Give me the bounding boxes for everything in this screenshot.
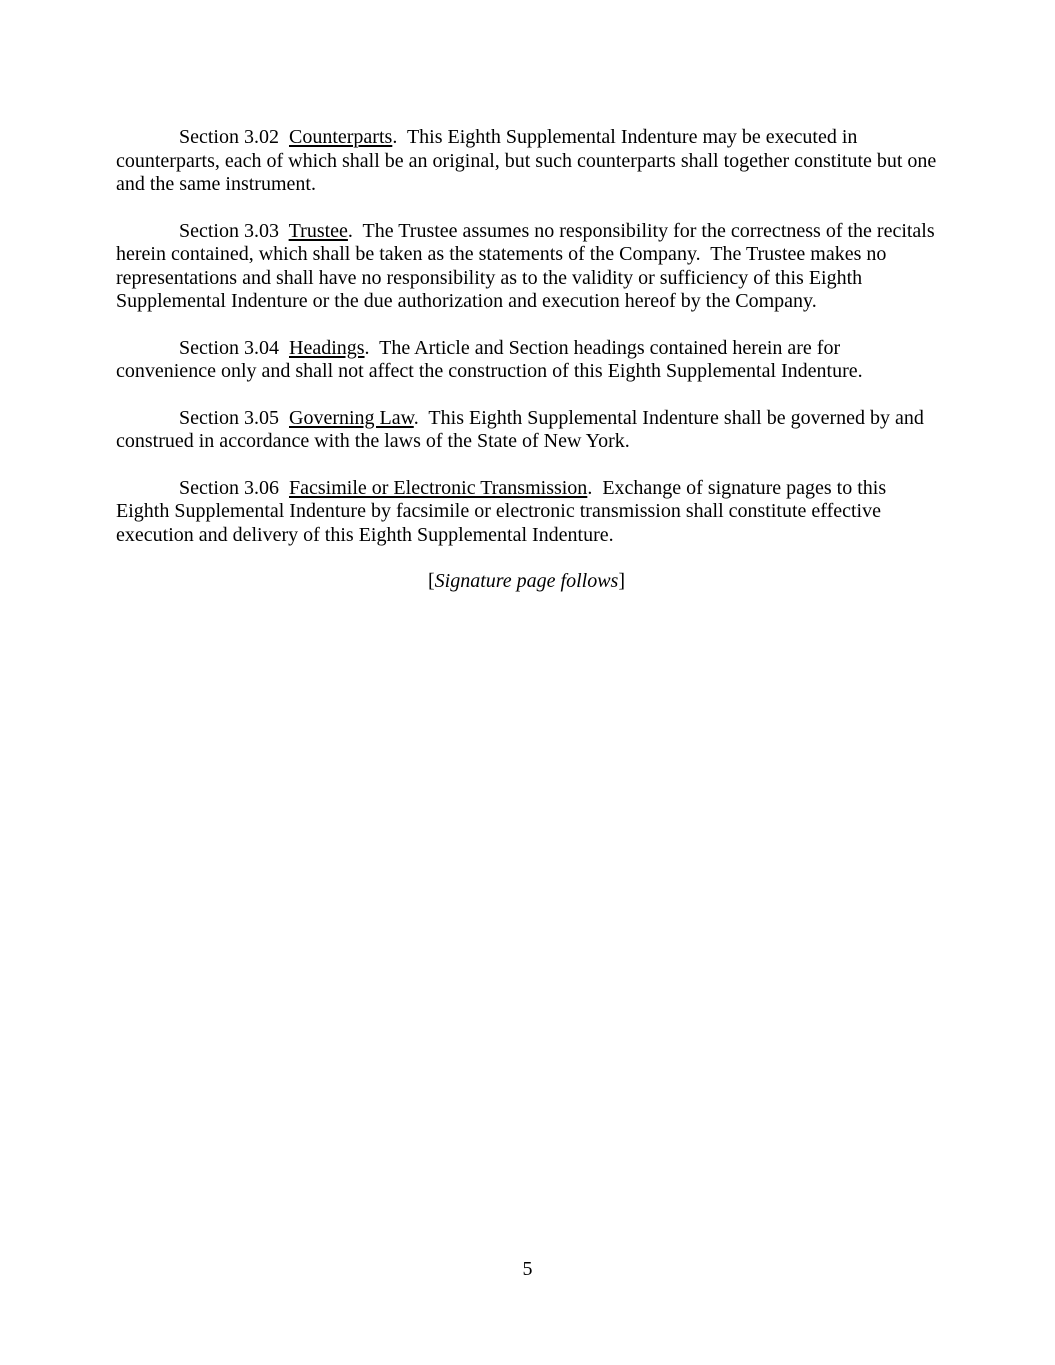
section-title: Facsimile or Electronic Transmission [289,476,588,499]
page-number: 5 [522,1258,533,1280]
section-label: Section 3.03 [179,219,289,242]
section-title: Headings [289,336,365,359]
page-footer [0,1258,1055,1282]
section-title: Trustee [288,219,348,242]
section-body-text: . The Article and Section headings contained herein are for convenience only and shall not affect the construction of this Eighth Supplemental Indenture. [116,336,863,382]
document-body [116,126,942,594]
section-paragraphs [116,126,942,547]
signature-text: Signature page follows [434,570,619,592]
section-body-text: . This Eighth Supplemental Indenture may be executed in counterparts, each of which shall be an original, but such counterparts shall together constitute but one and the same instrument. [116,126,942,195]
section-label: Section 3.05 [179,406,289,429]
section-paragraph [116,126,942,197]
section-title: Counterparts [289,126,393,148]
signature-close-bracket: ] [618,570,626,592]
section-paragraph [116,337,937,384]
section-body-text: . This Eighth Supplemental Indenture shall be governed by and construed in accordance with the laws of the State of New York. [116,406,929,452]
section-paragraph [116,477,937,548]
section-paragraph [116,219,940,314]
section-paragraph [116,407,937,454]
signature-open-bracket: [ [427,570,435,592]
signature-note [116,570,937,594]
section-title: Governing Law [289,406,414,429]
section-body-text: . The Trustee assumes no responsibility for the correctness of the recitals herein contained, which shall be taken as the statements of the Company. The Trustee makes no representations and shall have no responsibility as to the validity or sufficiency of this Eighth Supplemental Indenture or the due authorization and execution hereof by the Company. [116,219,940,312]
section-label: Section 3.06 [179,476,289,499]
section-label: Section 3.02 [179,126,289,148]
section-label: Section 3.04 [179,336,289,359]
section-body-text: . Exchange of signature pages to this Eighth Supplemental Indenture by facsimile or electronic transmission shall constitute effective execution and delivery of this Eighth Supplemental Indenture. [116,476,892,546]
